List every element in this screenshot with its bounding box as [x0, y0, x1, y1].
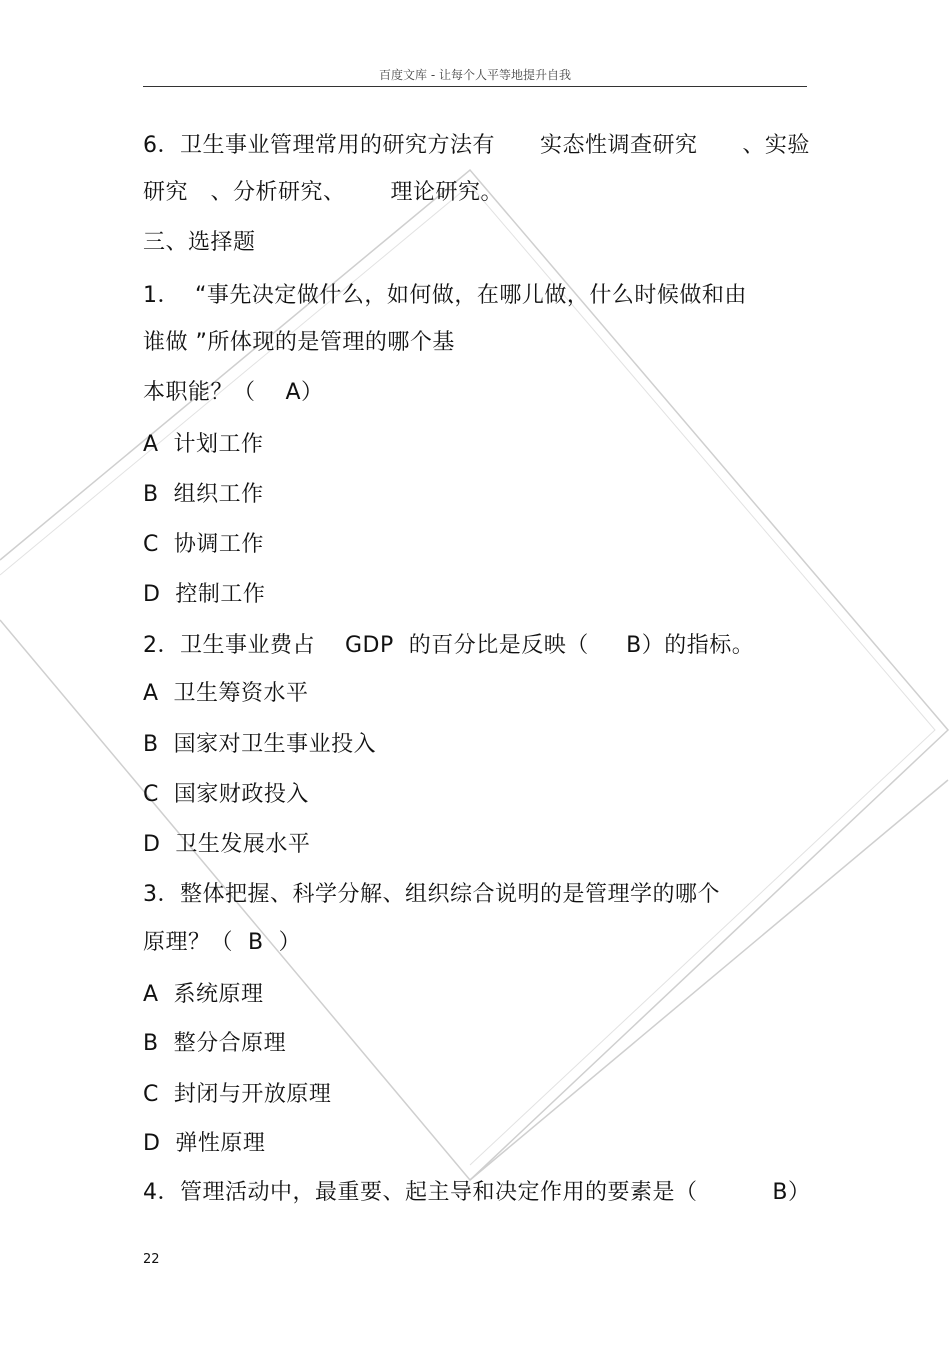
- text-line: 研究 、分析研究、 理论研究。: [143, 180, 503, 205]
- option-b: B 国家对卫生事业投入: [143, 732, 377, 757]
- option-b: B 整分合原理: [143, 1031, 287, 1056]
- option-c: C 封闭与开放原理: [143, 1082, 332, 1107]
- option-d: D 卫生发展水平: [143, 832, 311, 857]
- question-text: 谁做 ”所体现的是管理的哪个基: [143, 330, 455, 355]
- question-text: 本职能？（ A）: [143, 380, 324, 405]
- section-heading: 三、选择题: [143, 230, 256, 255]
- page-header: 百度文库 - 让每个人平等地提升自我: [379, 68, 571, 82]
- text-line: 6．卫生事业管理常用的研究方法有 实态性调查研究 、实验: [143, 133, 810, 158]
- option-d: D 弹性原理: [143, 1131, 266, 1156]
- question-text: 4．管理活动中，最重要、起主导和决定作用的要素是（ B）: [143, 1180, 811, 1205]
- question-text: 2．卫生事业费占 GDP 的百分比是反映（ B）的指标。: [143, 633, 755, 658]
- option-a: A 卫生筹资水平: [143, 681, 309, 706]
- option-a: A 系统原理: [143, 982, 264, 1007]
- option-c: C 协调工作: [143, 532, 264, 557]
- question-text: 3．整体把握、科学分解、组织综合说明的是管理学的哪个: [143, 882, 720, 907]
- question-text: 1． “事先决定做什么，如何做，在哪儿做，什么时候做和由: [143, 283, 747, 308]
- header-rule: [143, 86, 807, 87]
- page-number: 22: [143, 1252, 160, 1267]
- option-b: B 组织工作: [143, 482, 264, 507]
- question-text: 原理？（ B ）: [143, 930, 302, 955]
- option-a: A 计划工作: [143, 432, 264, 457]
- option-d: D 控制工作: [143, 582, 266, 607]
- option-c: C 国家财政投入: [143, 782, 309, 807]
